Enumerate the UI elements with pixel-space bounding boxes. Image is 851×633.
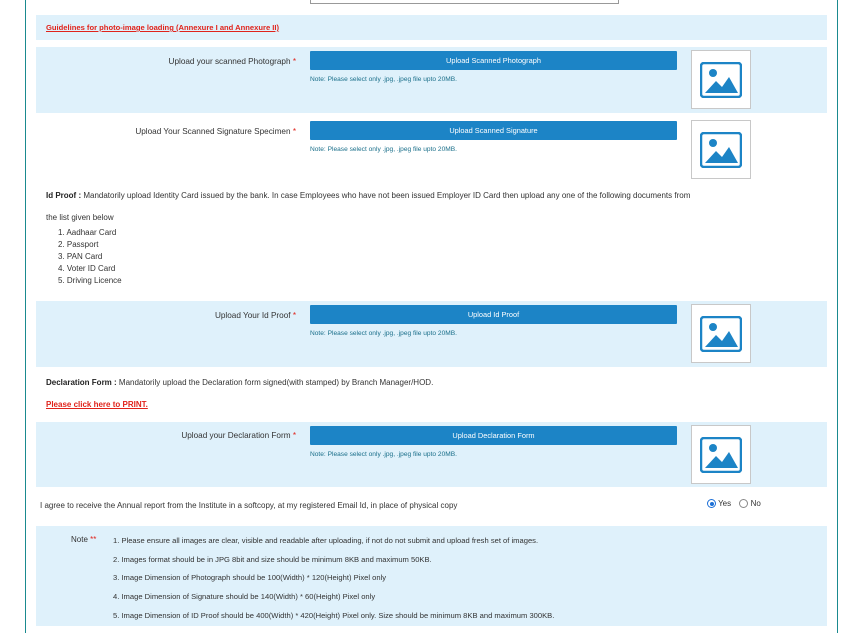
annual-report-consent-text: I agree to receive the Annual report from the Institute in a softcopy, at my registered Email Id, in place of physical copy xyxy=(40,501,458,510)
id-proof-text: Mandatorily upload Identity Card issued by the bank. In case Employees who have not been issued Employer ID Card then upload any one of the following documents from xyxy=(83,191,691,200)
photo-upload-label: Upload your scanned Photograph * xyxy=(168,57,296,66)
upload-id-proof-button[interactable]: Upload Id Proof xyxy=(310,305,677,324)
id-proof-file-note: Note: Please select only .jpg, .jpeg file upto 20MB. xyxy=(310,330,457,337)
photo-file-note: Note: Please select only .jpg, .jpeg file upto 20MB. xyxy=(310,76,457,83)
notes-label: Note ** xyxy=(71,535,97,544)
notes-list xyxy=(113,532,554,626)
list-item: 2. Passport xyxy=(58,240,99,249)
id-proof-text-line2: the list given below xyxy=(46,213,114,222)
signature-preview xyxy=(691,120,751,179)
declaration-info xyxy=(46,378,433,387)
signature-file-note: Note: Please select only .jpg, .jpeg file upto 20MB. xyxy=(310,146,457,153)
annual-report-yes-label[interactable]: Yes xyxy=(718,499,732,508)
declaration-preview xyxy=(691,425,751,484)
id-proof-info xyxy=(46,191,766,200)
guidelines-link[interactable]: Guidelines for photo-image loading (Annexure I and Annexure II) xyxy=(46,23,280,32)
list-item: 3. Image Dimension of Photograph should be 100(Width) * 120(Height) Pixel only xyxy=(113,573,387,583)
print-declaration-link[interactable]: Please click here to PRINT. xyxy=(46,400,148,409)
signature-upload-label: Upload Your Scanned Signature Specimen * xyxy=(135,127,296,136)
photo-preview xyxy=(691,50,751,109)
upload-signature-button[interactable]: Upload Scanned Signature xyxy=(310,121,677,140)
upload-declaration-button[interactable]: Upload Declaration Form xyxy=(310,426,677,445)
annual-report-no-radio[interactable] xyxy=(739,499,748,508)
declaration-title: Declaration Form : xyxy=(46,378,117,387)
list-item: 3. PAN Card xyxy=(58,252,103,261)
list-item: 5. Driving Licence xyxy=(58,276,122,285)
id-proof-upload-label: Upload Your Id Proof * xyxy=(214,311,296,320)
list-item: 4. Image Dimension of Signature should be 140(Width) * 60(Height) Pixel only xyxy=(113,592,376,602)
upload-photo-button[interactable]: Upload Scanned Photograph xyxy=(310,51,677,70)
list-item: 5. Image Dimension of ID Proof should be 400(Width) * 420(Height) Pixel only. Size should be minimum 8KB and maximum 300KB. xyxy=(113,610,555,620)
list-item: 4. Voter ID Card xyxy=(58,264,116,273)
declaration-upload-label: Upload your Declaration Form * xyxy=(181,431,296,440)
id-proof-preview xyxy=(691,304,751,363)
list-item: 1. Please ensure all images are clear, visible and readable after uploading, if not do not submit and upload fresh set of images. xyxy=(113,536,539,545)
declaration-text: Mandatorily upload the Declaration form signed(with stamped) by Branch Manager/HOD. xyxy=(118,378,434,387)
annual-report-options xyxy=(707,499,761,508)
annual-report-yes-radio[interactable] xyxy=(707,499,716,508)
guidelines-band xyxy=(36,15,827,40)
image-placeholder-icon xyxy=(700,316,742,352)
list-item: 1. Aadhaar Card xyxy=(58,228,117,237)
id-document-list xyxy=(58,227,122,287)
list-item: 2. Images format should be in JPG 8bit and size should be minimum 8KB and maximum 50KB. xyxy=(113,554,432,564)
id-proof-title: Id Proof : xyxy=(46,191,82,200)
image-placeholder-icon xyxy=(700,132,742,168)
declaration-file-note: Note: Please select only .jpg, .jpeg file upto 20MB. xyxy=(310,451,457,458)
image-placeholder-icon xyxy=(700,437,742,473)
previous-field-box[interactable] xyxy=(310,0,619,4)
annual-report-no-label[interactable]: No xyxy=(750,499,761,508)
image-placeholder-icon xyxy=(700,62,742,98)
